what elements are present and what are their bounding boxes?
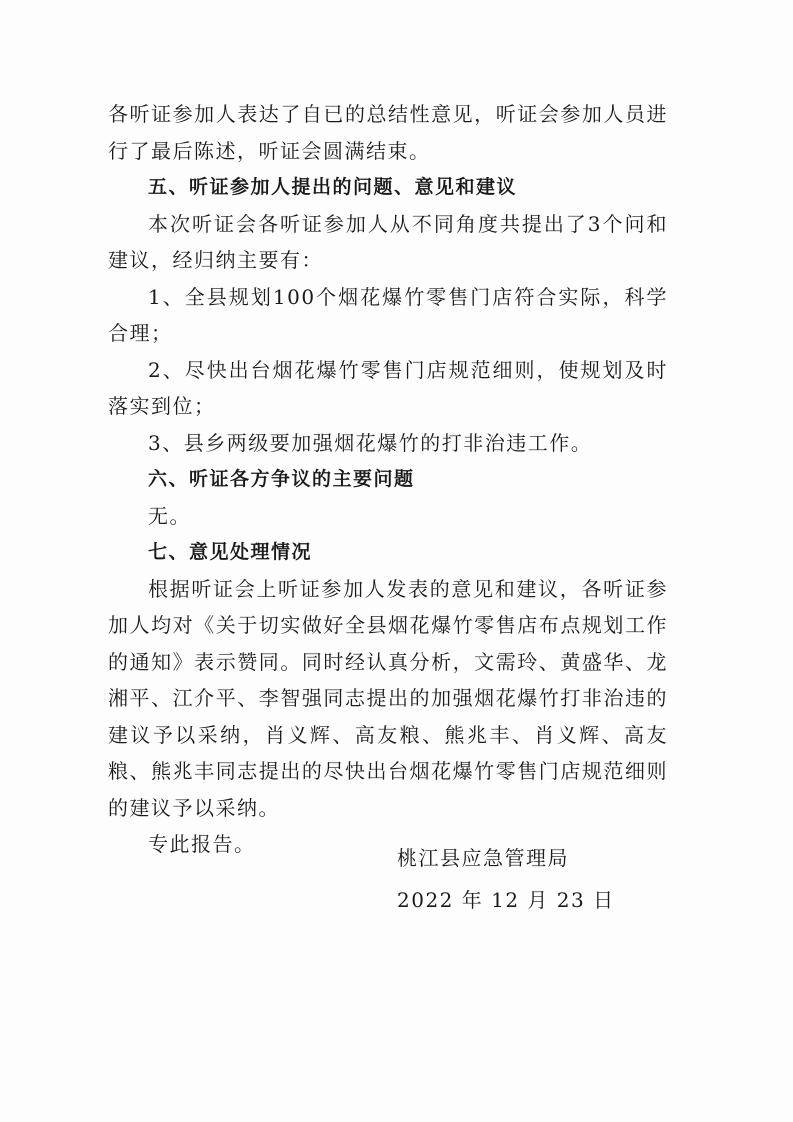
signature-date: 2022 年 12 月 23 日 [397,888,615,912]
list-item-suggestion-2: 2、尽快出台烟花爆竹零售门店规范细则，使规划及时落实到位； [108,357,668,418]
heading-section-seven: 七、意见处理情况 [148,541,313,563]
paragraph-closing: 专此报告。 [148,832,256,856]
list-item-suggestion-3: 3、县乡两级要加强烟花爆竹的打非治违工作。 [148,430,593,455]
list-item-suggestion-1: 1、全县规划100个烟花爆竹零售门店符合实际，科学合理； [108,284,668,345]
paragraph-handling: 根据听证会上听证参加人发表的意见和建议，各听证参加人均对《关于切实做好全县烟花爆竹零售店布点规划工作的通知》表示赞同。同时经认真分析，文需玲、黄盛华、龙湘平、江介平、李智强同志提出的加强烟花爆竹打非治违的建议予以采纳，肖义辉、高友粮、熊兆丰、肖义辉、高友粮、熊兆丰同志提出的尽快出台烟花爆竹零售门店规范细则的建议予以采纳。 [108,576,668,820]
document-body [108,96,668,863]
heading-section-five: 五、听证参加人提出的问题、意见和建议 [148,176,518,198]
signature-organization: 桃江县应急管理局 [397,846,569,870]
paragraph-hearing-conclusion: 各听证参加人表达了自已的总结性意见，听证会参加人员进行了最后陈述，听证会圆满结束。 [108,102,668,163]
paragraph-suggestions-intro: 本次听证会各听证参加人从不同角度共提出了3个问和建议，经归纳主要有： [108,211,668,272]
heading-section-six: 六、听证各方争议的主要问题 [148,468,415,490]
paragraph-disputes: 无。 [148,503,191,528]
